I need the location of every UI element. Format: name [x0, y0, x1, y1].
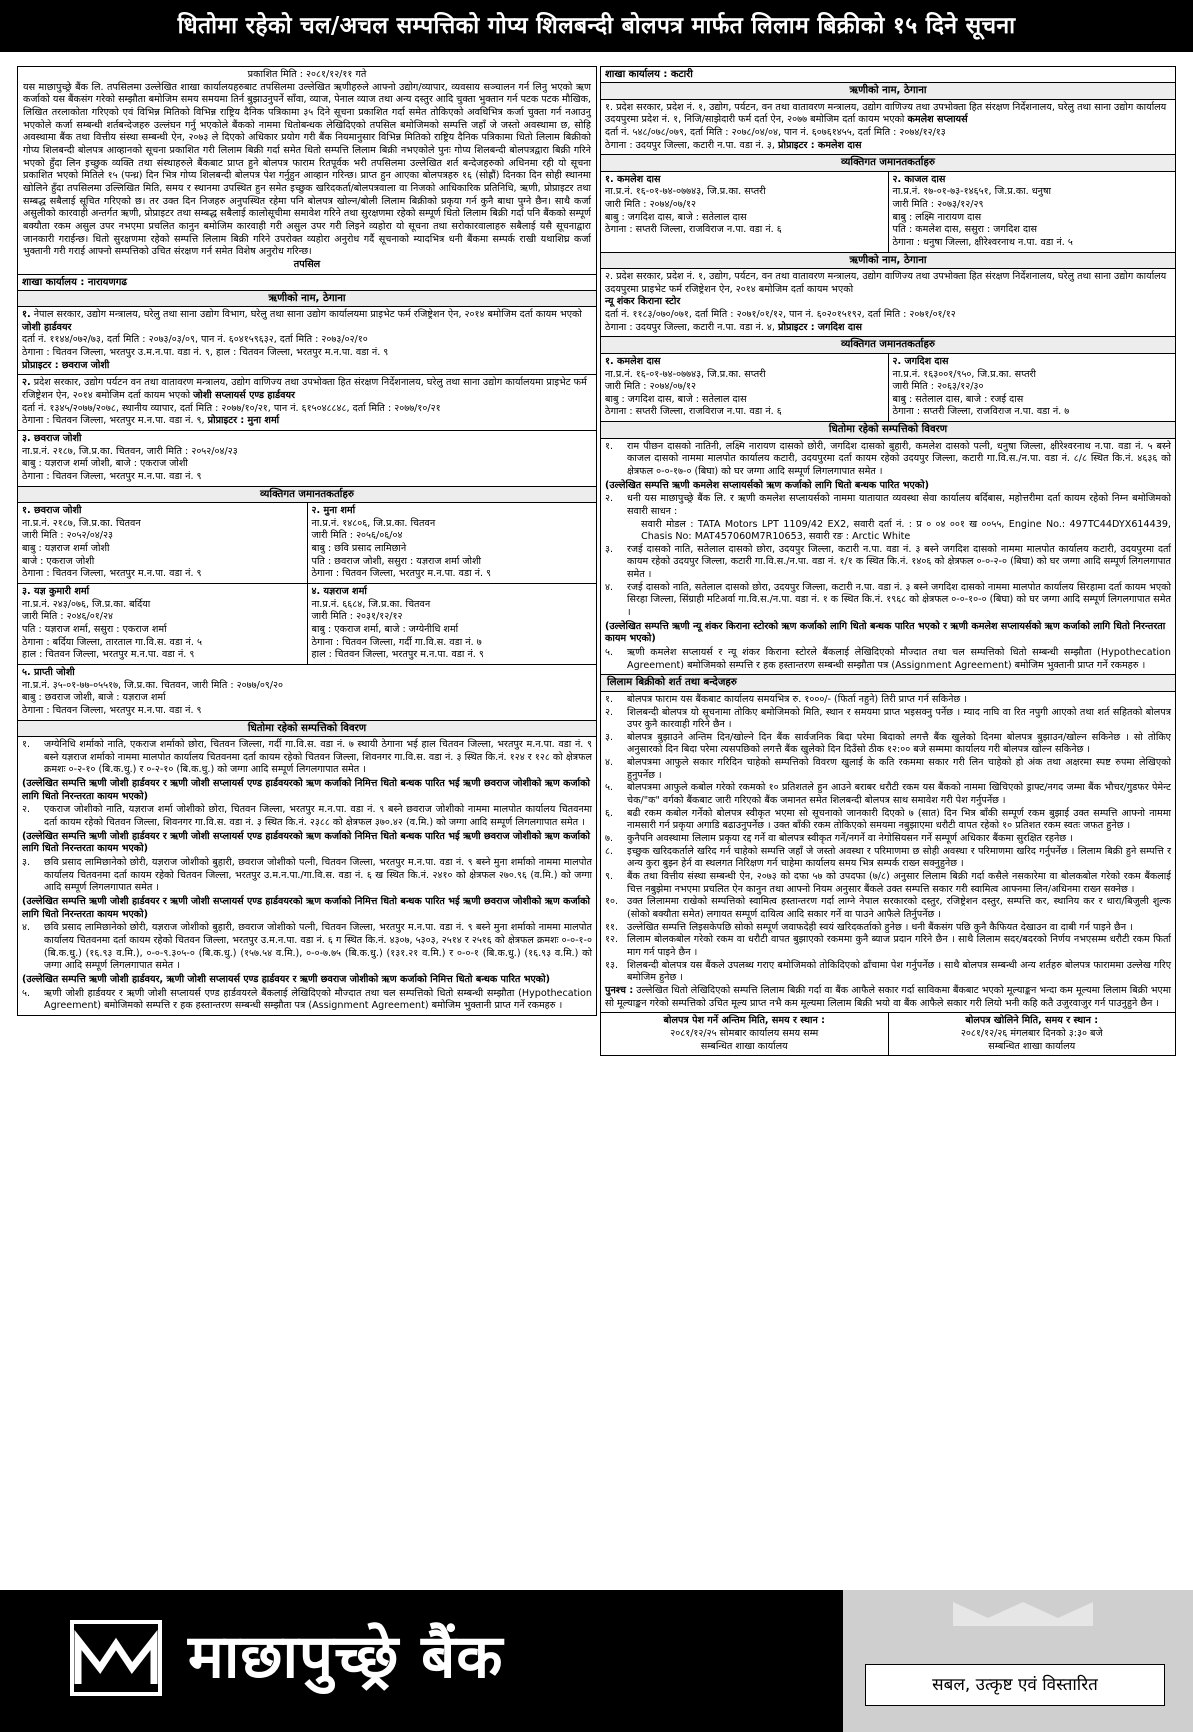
- guarantor-card: ४. यज्ञराज शर्मा ना.प्र.नं. ६६८४, जि.प्र.का. चितवन जारी मिति : २०३१/१२/१२ बाबु : एकराज शर्मा, बाजे : जग्येनीधि शर्मा ठेगाना : चितवन जिल्ला, गर्दी गा.वि.स. वडा नं. ७ हाल : चितवन जिल्ला, भरतपुर म.न.पा. वडा नं. ९: [307, 584, 597, 664]
- debtor-header: ऋणीको नाम, ठेगाना: [600, 83, 1176, 99]
- list-item: १०. उक्त लिलाममा राखेको सम्पत्तिको स्वामित्व हस्तान्तरण गर्दा लाग्ने नेपाल सरकारको दस्तुर, रजिष्ट्रेशन दस्तुर, सम्पत्ति कर, स्थानिय कर र धारा/बिजुली शुल्क (सोको बक्यौता समेत) लगायत सम्पूर्ण दायित्व आदि सकार गर्ने वा पाउने आफैले तिर्नुपर्नेछ ।: [605, 896, 1171, 920]
- debtor-entry: १. नेपाल सरकार, उद्योग मन्त्रालय, घरेलु तथा साना उद्योग विभाग, घरेलु तथा साना उद्योग कार्यालयमा प्राइभेट फर्म रजिष्ट्रेशन ऐन, २०१४ बमोजिम दर्ता कायम भएको जोशी हार्डवयर दर्ता नं. ११४४/०७२/७३, दर्ता मिति : २०७३/०३/०९, पान नं. ६०४१५९६३२, दर्ता मिति : २०७३/०२/१० ठेगाना : चितवन जिल्ला, भरतपुर उ.म.न.पा. वडा नं. ९, हाल : चितवन जिल्ला, भरतपुर म.न.पा. वडा नं. ९ प्रोप्राइटर : छवराज जोशी: [17, 307, 597, 375]
- schedule-label: तपसिल: [293, 258, 321, 270]
- debtor-entry: ३. छवराज जोशी ना.प्र.नं. २१८७, जि.प्र.का. चितवन, जारी मिति : २०५२/०४/२३ बाबु : यज्ञराज शर्मा जोशी, बाजे : एकराज जोशी ठेगाना : चितवन जिल्ला, भरतपुर म.न.पा. वडा नं. ९: [17, 431, 597, 487]
- guarantor-row: [17, 503, 597, 584]
- guarantor-card: १. छवराज जोशी ना.प्र.नं. २१८७, जि.प्र.का. चितवन जारी मिति : २०५२/०४/२३ बाबु : यज्ञराज शर्मा जोशी बाजे : एकराज जोशी ठेगाना : चितवन जिल्ला, भरतपुर म.न.पा. वडा नं. ९: [22, 505, 202, 580]
- list-item: ११. उल्लेखित सम्पत्ति लिइसकेपछि सोको सम्पूर्ण जवाफदेही स्वयं खरिदकर्ताको हुनेछ । धनी बैंकसंग पछि कुनै कैफियत देखाउन वा दाबी गर्न पाइने छैन ।: [605, 921, 1133, 933]
- submission-deadline: बोलपत्र पेश गर्ने अन्तिम मिति, समय र स्थान : २०८१/१२/२५ सोमबार कार्यालय समय सम्म सम्बन्धित शाखा कार्यालय: [663, 1015, 825, 1052]
- property-note: (उल्लेखित सम्पत्ति ऋणी कमलेश सप्लायर्सको ऋण कर्जाको लागि धितो बन्धक पारित भएको): [605, 479, 930, 491]
- list-item: ४. रजई दासको नाति, सतेलाल दासको छोरा, उदयपुर जिल्ला, कटारी न.पा. वडा नं. ३ बस्ने जगदिश दासको नाममा मालपोत कार्यालय सिरहामा दर्ता कायम भएको सिरहा जिल्ला, सिंग्राही मटिअर्वा गा.वि.स./न.पा. वडा नं. १ क स्थित कि.नं. १९६८ को क्षेत्रफल ०-०-१०-० (बिघा) को घर जग्गा आदि सम्पूर्ण लिगलगापात समेत ।: [605, 581, 1171, 619]
- guarantor-card: २. काजल दास ना.प्र.नं. १७-०१-७३-१४६५१, जि.प्र.का. धनुषा जारी मिति : २०७३/१२/२९ बाबु : लक्ष्मि नारायण दास पति : कमलेश दास, ससुरा : जगदिश दास ठेगाना : धनुषा जिल्ला, क्षीरेश्वरनाथ न.पा. वडा नं. ५: [888, 172, 1176, 252]
- list-item: ३. छवि प्रसाद लामिछानेको छोरी, यज्ञराज जोशीको बुहारी, छवराज जोशीको पत्नी, चितवन जिल्ला, भरतपुर म.न.पा. वडा नं. ९ बस्ने मुना शर्माको नाममा मालपोत कार्यालय चितवनमा दर्ता कायम रहेको चितवन जिल्ला, भरतपुर उ.म.न.पा./गा.वि.स. वडा नं. ६ ख स्थित कि.नं. २४१० को क्षेत्रफल २७०.९६ (व.मि.) को जग्गा आदि सम्पूर्ण लिगलगापात समेत ।: [22, 856, 592, 894]
- bank-brand-name: माछापुच्छ्रे बैंक: [188, 1622, 504, 1692]
- property-list: [17, 737, 597, 1016]
- terms-header: लिलाम बिक्रीको शर्त तथा बन्देजहरु: [600, 675, 1176, 691]
- guarantor-row: [600, 172, 1176, 253]
- list-item: १. जग्येनिधि शर्माको नाति, एकराज शर्माको छोरा, चितवन जिल्ला, गर्दी गा.वि.स. वडा नं. ७ स्थायी ठेगाना भई हाल चितवन जिल्ला, भरतपुर म.न.पा. वडा नं. ९ बस्ने यज्ञराज शर्माको नाममा मालपोत कार्यालय चितवनमा दर्ता कायम रहेको चितवन जिल्ला, शिवनगर गा.वि.स. वडा नं. ३ स्थित कि.नं. १२४ र १२८ को क्षेत्रफल क्रमशः ०-२-१० (बि.क.धु.) र ०-२-१० (बि.क.धु.) को जग्गा आदि सम्पूर्ण लिगलगापात समेत ।: [22, 739, 592, 776]
- branch-name: शाखा कार्यालय : नारायणगढ: [17, 275, 597, 291]
- guarantor-card: १. कमलेश दास ना.प्र.नं. १६-०१-७४-०७७४३, जि.प्र.का. सप्तरी जारी मिति : २०७४/०७/१२ बाबु : जगदिश दास, बाजे : सतेलाल दास ठेगाना : सप्तरी जिल्ला, राजविराज न.पा. वडा नं. ६: [605, 173, 782, 236]
- postscript: पुनश्च : उल्लेखित धितो लेखिदिएको सम्पत्ति लिलाम बिक्री गर्दा वा बैंक आफैले सकार गर्दा साविकमा बैंकबाट भएको मूल्याङ्कन भन्दा कम मूल्यमा लिलाम बिक्री भएमा सो मूल्याङ्कन गरेको सम्पत्तिको उचित मूल्य प्राप्त नभै कम मूल्यमा लिलाम बिक्री भयो वा बैंक आफैले सकार गरी लियो भनी कहि कतै उजुरवाजुर गर्न पाउनुहुने छैन ।: [605, 984, 1171, 1009]
- property-header: धितोमा रहेको सम्पत्तिको विवरण: [17, 721, 597, 737]
- published-date: प्रकाशित मिति : २०८१/१२/११ गते: [247, 69, 367, 80]
- terms-list: [600, 692, 1176, 1013]
- list-item: ४. छवि प्रसाद लामिछानेको छोरी, यज्ञराज जोशीको बुहारी, छवराज जोशीको पत्नी, चितवन जिल्ला, भरतपुर म.न.पा. वडा नं. ९ बस्ने मुना शर्माको नाममा मालपोत कार्यालय चितवनमा दर्ता कायम रहेको चितवन जिल्ला, भरतपुर उ.म.न.पा. वडा नं. ६ ग स्थित कि.नं. ४३०७, ५३०३, २५१४ र २५१६ को क्षेत्रफल क्रमशः ०-०-१-० (बि.क.धु.) (१६.९३ व.मि.), ०-०-९.३०५-० (बि.क.धु.) (१५७.५४ व.मि.), ०-०-७.७५ (बि.क.धु.) (१३१.२१ व.मि.) र ०-०-१ (बि.क.धु.) (१६.९३ व.मि.) को जग्गा आदि सम्पूर्ण लिगलगापात समेत ।: [22, 922, 592, 972]
- debtor-header: ऋणीको नाम, ठेगाना: [600, 253, 1176, 269]
- property-header: धितोमा रहेको सम्पत्तिको विवरण: [600, 422, 1176, 438]
- list-item: ३. बोलपत्र बुझाउने अन्तिम दिन/खोल्ने दिन बैंक सार्वजनिक बिदा परेमा बिदाको लगत्तै बैंक खुलेको दिनमा बोलपत्र बुझाउन/खोल्न सकिनेछ । सो तोकिए अनुसारको दिन बिदा परेमा त्यसपछिको लगत्तै बैंक खुलेको दिन दिउँसो ठीक १२:०० बजे सम्ममा कार्यालय गरी बोलपत्र खोल्न सकिनेछ ।: [605, 731, 1171, 756]
- guarantor-card: २. मुना शर्मा ना.प्र.नं. १४८०६, जि.प्र.का. चितवन जारी मिति : २०५६/०६/०४ बाबु : छवि प्रसाद लामिछाने पति : छवराज जोशी, ससुरा : यज्ञराज शर्मा जोशी ठेगाना : चितवन जिल्ला, भरतपुर म.न.पा. वडा नं. ९: [307, 503, 597, 583]
- intro-body: यस माछापुच्छ्रे बैंक लि. तपसिलमा उल्लेखित शाखा कार्यालयहरुबाट तपसिलमा उल्लेखित ऋणीहरुले आफ्नो उद्योग/व्यापार, व्यवसाय सञ्चालन गर्न लिनु भएको ऋण कर्जाको यस बैंकसंग गरेको सम्झौता बमोजिम समय समयमा तिर्न बुझाउनुपर्ने साँवा, व्याज, पेनाल व्याज तथा अन्य दस्तुर आदि चुक्ता भुक्तान गर्न पटक पटक मौखिक, लिखित तरलाकोता गरिएको एवं विभिन्न मितिको विभिन्न राष्ट्रिय दैनिक पत्रिकामा ३५ दिने सूचना प्रकाशित गर्दा समेत तोकिएको अवधिभित्र कर्जा चुक्ता गर्न नआउनु भएकोले कर्जा सम्बन्धी शर्तबन्देजहरु उल्लंघन गर्नु भएकोले बैंकको नाममा धितोबन्धक लेखिदिएको तपसिल बमोजिमको सम्पत्ति जहाँ जे जस्तो अवस्थामा छ, सोहि अवस्थामा बैंक तथा वित्तीय संस्था सम्बन्धी ऐन, २०७३ ले दिएको अधिकार प्रयोग गरी बैंक नियमानुसार विभिन्न मितिको राष्ट्रिय दैनिक पत्रिकामा धितो लिलाम बिक्रीको गोप्य शिलबन्दी बोलपत्र आव्हानको सूचना प्रकाशित गरी लिलाम बिक्री गर्दा समेत धितो सम्पत्ति लिलाम बिक्री नभएकोले पुनः गोप्य शिलबन्दी बोलपत्रद्वारा बिक्री गरिने भएको हुँदा लिन इच्छुक व्यक्ति तथा संस्थाहरुले बैंकबाट प्राप्त हुने बोलपत्र फाराम रितपूर्वक भरी तपसिलमा उल्लेखित शर्त बन्देजहरुको अधिनमा रही यो सूचना प्रकाशित भएको मितिले १५ (पन्ध्र) दिन भित्र गोप्य शिलबन्दी बोलपत्र पेश गर्नुहुन आव्हान गरिन्छ। प्राप्त हुन आएका बोलपत्रहरु १६ (सोह्रौं) दिनका दिन सोही स्थानमा खोलिने हुँदा तपसिलमा उल्लिखित मिति, समय र स्थानमा उपस्थित हुन समेत इच्छुक खरिदकर्ता/बोलपत्रवाला वा निजको आधिकारिक प्रतिनिधि, ऋणी, प्रोप्राइटर तथा सम्बद्ध सबैलाई सूचित गरिएको छ। तर उक्त दिन निजहरु अनुपस्थित रहेमा पनि बोलपत्र खोल्न/बोली लिलाम बिक्रीको प्रकृया गर्न कुनै बाधा पुग्ने छैन। साथै कर्जा असुलीको कारवाही अन्तर्गत ऋणी, प्रोप्राइटर तथा सम्बद्ध सबैलाई कालोसूचीमा समावेश गरिने तथा सुरक्षणमा रहेको सम्पूर्ण धितो लिलाम बिक्री गर्दा पनि बैंकको सम्पूर्ण बक्यौता रकम असुल उपर नभएमा प्रचलित कानुन बमोजिम कारवाही गरी असुल उपर गरी लिइने व्यहोरा यो सूचना तथा सरोकारवालाहरु सबैलाई यसै सूचनाद्वारा जानकारी गराईन्छ। धितो सुरक्षणमा रहेको सम्पत्ति लिलाम बिक्री गरिने उपरोक्त व्यहोरा अनुरोध गर्दै सूचनाको म्यादभित्र धनी बैंकमा सम्पर्क राखी यथाशिघ्र कर्जा भुक्तानी गरी गराई आफ्नो सम्पत्तिको उचित संरक्षण गर्न समेत विशेष अनुरोध गरिन्छ।: [23, 81, 591, 258]
- list-item: ५. ऋणी जोशी हार्डवयर र ऋणी जोशी सप्लायर्स एण्ड हार्डवयरले बैंकलाई लेखिदिएको मौज्दात तथा चल सम्पत्तिको धितो सम्बन्धी सम्झौता (Hypothecation Agreement) बमोजिमको सम्पत्ति र हक हस्तान्तरण सम्बन्धी सम्झौता पत्र (Assignment Agreement) बमोजिम भुक्तानी प्राप्त गर्ने रकमहरु ।: [22, 987, 592, 1012]
- debtor-entry: २. प्रदेश सरकार, प्रदेश नं. १, उद्योग, पर्यटन, वन तथा वातावरण मन्त्रालय, उद्योग वाणिज्य तथा उपभोक्ता हित संरक्षण निर्देशनालय, घरेलु तथा साना उद्योग कार्यालय उदयपुरमा प्राइभेट फर्म रजिष्ट्रेशन ऐन, २०१४ बमोजिम दर्ता कायम भएको न्यू शंकर किराना स्टोर दर्ता नं. ११८३/०७०/०७१, दर्ता मिति : २०७१/०१/१२, पान नं. ६०२०१५१९२, दर्ता मिति : २०७१/०१/१२ ठेगाना : उदयपुर जिल्ला, कटारी न.पा. वडा नं. ४, प्रोप्राइटर : जगदिश दास: [600, 269, 1176, 337]
- list-item: १. बोलपत्र फाराम यस बैंकबाट कार्यालय समयभित्र रु. १०००/- (फिर्ता नहुने) तिरी प्राप्त गर्न सकिनेछ ।: [605, 693, 967, 705]
- left-column: [17, 66, 597, 1016]
- list-item: ७. कुनैपनि अवस्थामा लिलाम प्रकृया रद्द गर्ने वा बोलपत्र स्वीकृत गर्ने/नगर्ने वा नेगोसियसन गर्ने सम्पूर्ण अधिकार बैंकमा सुरक्षित रहनेछ ।: [605, 833, 1073, 845]
- intro-section: [17, 66, 597, 275]
- footer: [0, 1590, 1193, 1732]
- property-note: (उल्लेखित सम्पत्ति ऋणी जोशी हार्डवयर र ऋणी जोशी सप्लायर्स एण्ड हार्डवयरको ऋण कर्जाको निमित्त धितो बन्धक पारित भई ऋणी छवराज जोशीको ऋण कर्जाको लागि धितो निरन्तरता कायम भएको): [22, 778, 590, 802]
- branch-name: शाखा कार्यालय : कटारी: [600, 66, 1176, 83]
- property-note: (उल्लेखित सम्पत्ति ऋणी न्यू शंकर किराना स्टोरको ऋण कर्जाको लागि धितो बन्धक पारित भएको र ऋणी कमलेश सप्लायर्सको ऋण कर्जाको लागि धितो निरन्तरता कायम भएको): [605, 620, 1166, 645]
- guarantor-row: [600, 354, 1176, 422]
- footer-grey-panel: [843, 1590, 1193, 1732]
- guarantor-header: व्यक्तिगत जमानतकर्ताहरु: [17, 487, 597, 503]
- list-item: ९. बैंक तथा वित्तीय संस्था सम्बन्धी ऐन, २०७३ को दफा ५७ को उपदफा (७/८) अनुसार लिलाम बिक्री गर्दा कसैले नसकारेमा वा बोलकबोल गरेको रकम बैंकलाई चित्त नबुझेमा नभएमा प्रचलित ऐन कानुन तथा आफ्नो नियम अनुसार बैंकले उक्त सम्पत्ति सकार गरी स्वामित्व आफ्नमा लिन/अधिनमा राख्न सक्नेछ ।: [605, 871, 1171, 895]
- mountain-logo-icon: [70, 1620, 162, 1696]
- list-item: ६. बढी रकम कबोल गर्नेको बोलपत्र स्वीकृत भएमा सो सूचनाको जानकारी दिएको ७ (सात) दिन भित्र बाँकी सम्पूर्ण रकम बुझाई उक्त सम्पत्ति आफ्नो नाममा नामसारी गर्न प्रकृया अगाडि बढाउनुपर्नेछ । उक्त बाँकी रकम तोकिएको समयमा नबुझाएमा धरौटी वापत रहेको १० प्रतिशत रकम स्वतः जफत हुनेछ ।: [605, 807, 1171, 832]
- guarantor-row: [17, 584, 597, 665]
- deadline-table: [600, 1013, 1176, 1056]
- debtor-entry: १. प्रदेश सरकार, प्रदेश नं. १, उद्योग, पर्यटन, वन तथा वातावरण मन्त्रालय, उद्योग वाणिज्य तथा उपभोक्ता हित संरक्षण निर्देशनालय, घरेलु तथा साना उद्योग कार्यालय उदयपुरमा प्रदेश नं. १, निजि/साझेदारी फर्म दर्ता ऐन, २०७७ बमोजिम दर्ता कायम भएको कमलेश सप्लायर्स दर्ता नं. ५४८/०७८/०७९, दर्ता मिति : २०७८/०४/०४, पान नं. ६०७६१४५५, दर्ता मिति : २०७४/१२/१३ ठेगाना : उदयपुर जिल्ला, कटारी न.पा. वडा नं. ३, प्रोप्राइटर : कमलेश दास: [600, 100, 1176, 156]
- property-note: (उल्लेखित सम्पत्ति ऋणी जोशी हार्डवयर र ऋणी जोशी सप्लायर्स एण्ड हार्डवयरको ऋण कर्जाको निमित्त धितो बन्धक पारित भई ऋणी छवराज जोशीको ऋण कर्जाको लागि धितो निरन्तरता कायम भएको): [22, 830, 590, 855]
- list-item: २. एकराज जोशीको नाति, यज्ञराज शर्मा जोशीको छोरा, चितवन जिल्ला, भरतपुर म.न.पा. वडा नं. ९ बस्ने छवराज जोशीको नाममा मालपोत कार्यालय चितवनमा दर्ता कायम रहेको चितवन जिल्ला, शिवनगर गा.वि.स. वडा नं. ३ स्थित कि.नं. २३८८ को क्षेत्रफल ३७०.४२ (व.मि.) को जग्गा आदि सम्पूर्ण लिगलगापात समेत ।: [22, 804, 592, 829]
- list-item: ५. बोलपत्रमा आफुले कबोल गरेको रकमको १० प्रतिशतले हुन आउने बराबर धरौटी रकम यस बैंकको नाममा खिचिएको ड्राफ्ट/नगद जम्मा बैंक भौचर/गुडफर पेमेन्ट चेक/"क" वर्गको बैंकबाट जारी गरिएको बैंक जमानत समेत शिलबन्दी बोलपत्र साथ समावेश गरी पेश गर्नुपर्नेछ ।: [605, 782, 1171, 807]
- list-item: २. शिलबन्दी बोलपत्र यो सूचनामा तोकिए बमोजिमको मिति, स्थान र समयमा प्राप्त भइसक्नु पर्नेछ । म्याद नाघि वा रित नपुगी आएको तथा शर्त सहितको बोलपत्र उपर कुनै कारवाही गरिने छैन ।: [605, 706, 1171, 731]
- guarantor-card: ५. प्राप्ती जोशी ना.प्र.नं. ३५-०१-७७-०५५१७, जि.प्र.का. चितवन, जारी मिति : २०७७/०९/२० बाबु : छवराज जोशी, बाजे : यज्ञराज शर्मा ठेगाना : चितवन जिल्ला, भरतपुर म.न.पा. वडा नं. ९: [17, 665, 597, 721]
- guarantor-header: व्यक्तिगत जमानतकर्ताहरु: [600, 155, 1176, 171]
- property-note: (उल्लेखित सम्पत्ति ऋणी जोशी हार्डवयर, ऋणी जोशी सप्लायर्स एण्ड हार्डवयर र ऋणी छवराज जोशीको ऋण कर्जाको निमित्त धितो बन्धक पारित भएको): [22, 973, 550, 985]
- guarantor-header: व्यक्तिगत जमानतकर्ताहरु: [600, 337, 1176, 353]
- right-column: [600, 66, 1176, 1056]
- list-item: १. राम पीछन दासको नातिनी, लक्ष्मि नारायण दासको छोरी, जगदिश दासको बुहारी, कमलेश दासको पत्नी, धनुषा जिल्ला, क्षीरेश्वरनाथ न.पा. वडा नं. ५ बस्ने काजल दासको नाममा मालपोत कार्यालय कटारी, उदयपुरमा दर्ता कायम रहेको उदयपुर जिल्ला, कटारी गा.वि.स./न.पा. वडा नं. ८/८ स्थित कि.नं. ४६३६ को क्षेत्रफल ०-०-१७-० (बिघा) को घर जग्गा आदि सम्पूर्ण लिगलगापात समेत ।: [605, 440, 1171, 477]
- notice-banner: [0, 0, 1193, 52]
- vehicle-details: सवारी मोडल : TATA Motors LPT 1109/42 EX2, सवारी दर्ता नं. : प्र ० ०४ ००१ ख ००५५, Engine No.: 497TC44DYX614439, Chasis No: MAT457060M7R10653, सवारी रङ : Arctic White: [641, 518, 1171, 543]
- opening-deadline: बोलपत्र खोलिने मिति, समय र स्थान : २०८१/१२/२६ मंगलबार दिनको ३:३० बजे सम्बन्धित शाखा कार्यालय: [888, 1013, 1176, 1055]
- debtor-header: ऋणीको नाम, ठेगाना: [17, 291, 597, 307]
- guarantor-card: १. कमलेश दास ना.प्र.नं. १६-०१-७४-०७७४३, जि.प्र.का. सप्तरी जारी मिति : २०७४/०७/१२ बाबु : जगदिश दास, बाजे : सतेलाल दास ठेगाना : सप्तरी जिल्ला, राजविराज न.पा. वडा नं. ६: [605, 355, 782, 418]
- list-item: १२. लिलाम बोलकबोल गरेको रकम वा धरौटी वापत बुझाएको रकममा कुनै ब्याज प्रदान गरिने छैन । साथै लिलाम सदर/बदरको निर्णय नभएसम्म धरौटी रकम फिर्ता माग गर्न पाइने छैन ।: [605, 934, 1171, 958]
- tagline: सबल, उत्कृष्ट एवं विस्तारित: [865, 1664, 1165, 1706]
- property-note: (उल्लेखित सम्पत्ति ऋणी जोशी हार्डवयर र ऋणी जोशी सप्लायर्स एण्ड हार्डवयरको ऋण कर्जाको निमित्त धितो बन्धक पारित भई ऋणी छवराज जोशीको ऋण कर्जाको लागि धितो निरन्तरता कायम भएको): [22, 895, 590, 920]
- list-item: ८. इच्छुक खरिदकर्ताले खरिद गर्न चाहेको सम्पत्ति जहाँ जे जस्तो अवस्था र परिमाणमा छ सोही अवस्था र परिमाणमा खरिद गर्नुपर्नेछ । लिलाम बिक्री हुने सम्पत्ति र अन्य कुरा बुझ्न हेर्न वा स्थलगत निरिक्षण गर्न चाहेमा कार्यालय समय भित्र सम्पर्क राख्न सक्नुहुनेछ ।: [605, 845, 1171, 870]
- guarantor-card: २. जगदिश दास ना.प्र.नं. १६३००१/९५०, जि.प्र.का. सप्तरी जारी मिति : २०६३/१२/३० बाबु : सतेलाल दास, बाजे : रजई दास ठेगाना : सप्तरी जिल्ला, राजविराज न.पा. वडा नं. ७: [888, 354, 1176, 421]
- property-list: [600, 439, 1176, 676]
- guarantor-card: ३. यज्ञ कुमारी शर्मा ना.प्र.नं. २४३/०७६, जि.प्र.का. बर्दिया जारी मिति : २०४६/०१/२४ पति : यज्ञराज शर्मा, ससुरा : एकराज शर्मा ठेगाना : बर्दिया जिल्ला, तारताल गा.वि.स. वडा नं. ५ हाल : चितवन जिल्ला, भरतपुर म.न.पा. वडा नं. ९: [22, 586, 202, 661]
- list-item: ४. बोलपत्रमा आफुले सकार गरिदिन चाहेको सम्पत्तिको विवरण खुलाई के कति रकममा सकार गरी लिन चाहेको हो अंक तथा अक्षरमा स्पष्ट रुपमा लेखिएको हुनुपर्नेछ ।: [605, 757, 1171, 781]
- list-item: ३. रजई दासको नाति, सतेलाल दासको छोरा, उदयपुर जिल्ला, कटारी न.पा. वडा नं. ३ बस्ने जगदिश दासको नाममा मालपोत कार्यालय कटारी, उदयपुरमा दर्ता कायम रहेको उदयपुर जिल्ला, कटारी गा.वि.स./न.पा. वडा नं. १/१ क स्थित कि.नं. १४०६ को क्षेत्रफल ०-०-२-० (बिघा) को घर जग्गा आदि सम्पूर्ण लिगलगापात समेत ।: [605, 543, 1171, 581]
- list-item: ५. ऋणी कमलेश सप्लायर्स र न्यू शंकर किराना स्टोरले बैंकलाई लेखिदिएको मौज्दात तथा चल सम्पत्तिको धितो सम्बन्धी सम्झौता (Hypothecation Agreement) बमोजिमको सम्पत्ति र हक हस्तान्तरण सम्बन्धी सम्झौता पत्र (Assignment Agreement) बमोजिम भुक्तानी प्राप्त गर्ने रकमहरु ।: [605, 647, 1171, 671]
- list-item: २. धनी यस माछापुच्छ्रे बैंक लि. र ऋणी कमलेश सप्लायर्सको नाममा यातायात व्यवस्था सेवा कार्यालय बर्दिबास, महोत्तरीमा दर्ता कायम रहेको निम्न बमोजिमको सवारी साधन : सवारी मोडल : TATA Motors LPT 1109/42 EX2, सवारी दर्ता नं. : प्र ० ०४ ००१ ख ००५५, Engine No.: 497TC44DYX614439, Chasis No: MAT457060M7R10653, सवारी रङ : Arctic White: [605, 493, 1171, 543]
- notice-title: धितोमा रहेको चल/अचल सम्पत्तिको गोप्य शिलबन्दी बोलपत्र मार्फत लिलाम बिक्रीको १५ दिने सूचना: [177, 12, 1016, 39]
- mountain-watermark-icon: [948, 1598, 1098, 1628]
- debtor-entry: २. प्रदेश सरकार, उद्योग पर्यटन वन तथा वातावरण मन्त्रालय, उद्योग वाणिज्य तथा उपभोक्ता हित संरक्षण निर्देशनालय, घरेलु तथा साना उद्योग कार्यालयमा प्राइभेट फर्म रजिष्ट्रेशन ऐन, २०१४ बमोजिम दर्ता कायम भएको जोशी सप्लायर्स एण्ड हार्डवयर दर्ता नं. १३४५/२०७७/२०७८, स्थानीय व्यापार, दर्ता मिति : २०७७/१०/२१, पान नं. ६१५०४८८४८, दर्ता मिति : २०७७/१०/२१ ठेगाना : चितवन जिल्ला, भरतपुर म.न.पा. वडा नं. ९, प्रोप्राइटर : मुना शर्मा: [17, 375, 597, 431]
- list-item: १३. शिलबन्दी बोलपत्र यस बैंकले उपलब्ध गराए बमोजिमको तोकिदिएको ढाँचामा पेश गर्नुपर्नेछ । साथै बोलपत्र सम्बन्धी अन्य शर्तहरु बोलपत्र फाराममा उल्लेख गरिए बमोजिम हुनेछ ।: [605, 959, 1171, 984]
